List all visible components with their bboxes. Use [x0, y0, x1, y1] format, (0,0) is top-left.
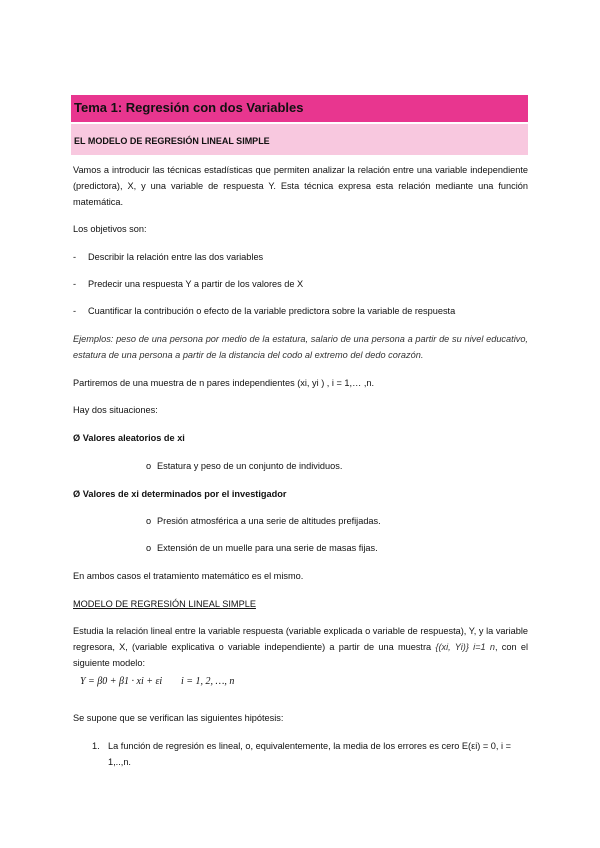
bullet-item: Describir la relación entre las dos variables: [88, 252, 264, 262]
page-title: Tema 1: Regresión con dos Variables: [74, 100, 304, 115]
arrow-bullet-icon: Ø: [73, 489, 81, 499]
situation-heading: [73, 430, 528, 446]
model-heading: MODELO DE REGRESIÓN LINEAL SIMPLE: [73, 599, 256, 609]
model-text-b: , con el siguiente modelo:: [73, 642, 528, 668]
intro-paragraph: Vamos a introducir las técnicas estadísticas que permiten analizar la relación entre una variable independiente (predictora), X, y una variable de respuesta Y. Esta técnica expresa esta relación mediante una función matemática.: [73, 165, 528, 207]
situations-label: Hay dos situaciones:: [73, 405, 158, 415]
subtitle-bar: [71, 124, 528, 155]
bullet-item: Cuantificar la contribución o efecto de la variable predictora sobre la variable de respuesta: [88, 306, 456, 316]
bullet-marker: -: [73, 279, 77, 289]
title-bar: [71, 95, 528, 122]
hypothesis-label: Se supone que se verifican las siguientes hipótesis:: [73, 713, 284, 723]
situation-example: Presión atmosférica a una serie de altitudes prefijadas.: [157, 516, 381, 526]
section-subtitle: EL MODELO DE REGRESIÓN LINEAL SIMPLE: [74, 136, 270, 146]
sample-notation: {(xi, Yi)} i=1 n: [435, 642, 495, 652]
regression-formula: Y = β0 + β1 · xi + εi: [80, 676, 163, 687]
sample-paragraph: Partiremos de una muestra de n pares independientes (xi, yi ) , i = 1,… ,n.: [73, 378, 375, 388]
situation-heading: [73, 486, 528, 502]
index-range: i = 1, 2, …, n: [181, 676, 235, 687]
both-cases-paragraph: En ambos casos el tratamiento matemático es el mismo.: [73, 571, 304, 581]
circle-bullet-icon: o: [146, 516, 152, 526]
hypothesis-item: La función de regresión es lineal, o, equivalentemente, la media de los errores es cero E(εi) = 0, i = 1,..,n.: [108, 741, 511, 767]
bullet-item: Predecir una respuesta Y a partir de los valores de X: [88, 279, 304, 289]
situation-example: Estatura y peso de un conjunto de individuos.: [157, 461, 343, 471]
model-paragraph: [73, 623, 528, 671]
situation-title: Valores aleatorios de xi: [82, 433, 185, 443]
bullet-marker: -: [73, 306, 77, 316]
examples-paragraph: Ejemplos: peso de una persona por medio de la estatura, salario de una persona a partir de su nivel educativo, estatura de una persona a partir de la distancia del codo al extremo del dedo corazón.: [73, 334, 528, 360]
model-text-a: Estudia la relación lineal entre la variable respuesta (variable explicada o variable de respuesta), Y, y la variable regresora, X, (variable explicativa o variable independiente) a partir de una muestra: [73, 626, 528, 652]
bullet-marker: -: [73, 252, 77, 262]
circle-bullet-icon: o: [146, 461, 152, 471]
situation-example: Extensión de un muelle para una serie de masas fijas.: [157, 543, 378, 553]
circle-bullet-icon: o: [146, 543, 152, 553]
arrow-bullet-icon: Ø: [73, 433, 81, 443]
situation-title: Valores de xi determinados por el investigador: [82, 489, 287, 499]
objectives-label: Los objetivos son:: [73, 224, 147, 234]
list-number: 1.: [92, 741, 100, 751]
